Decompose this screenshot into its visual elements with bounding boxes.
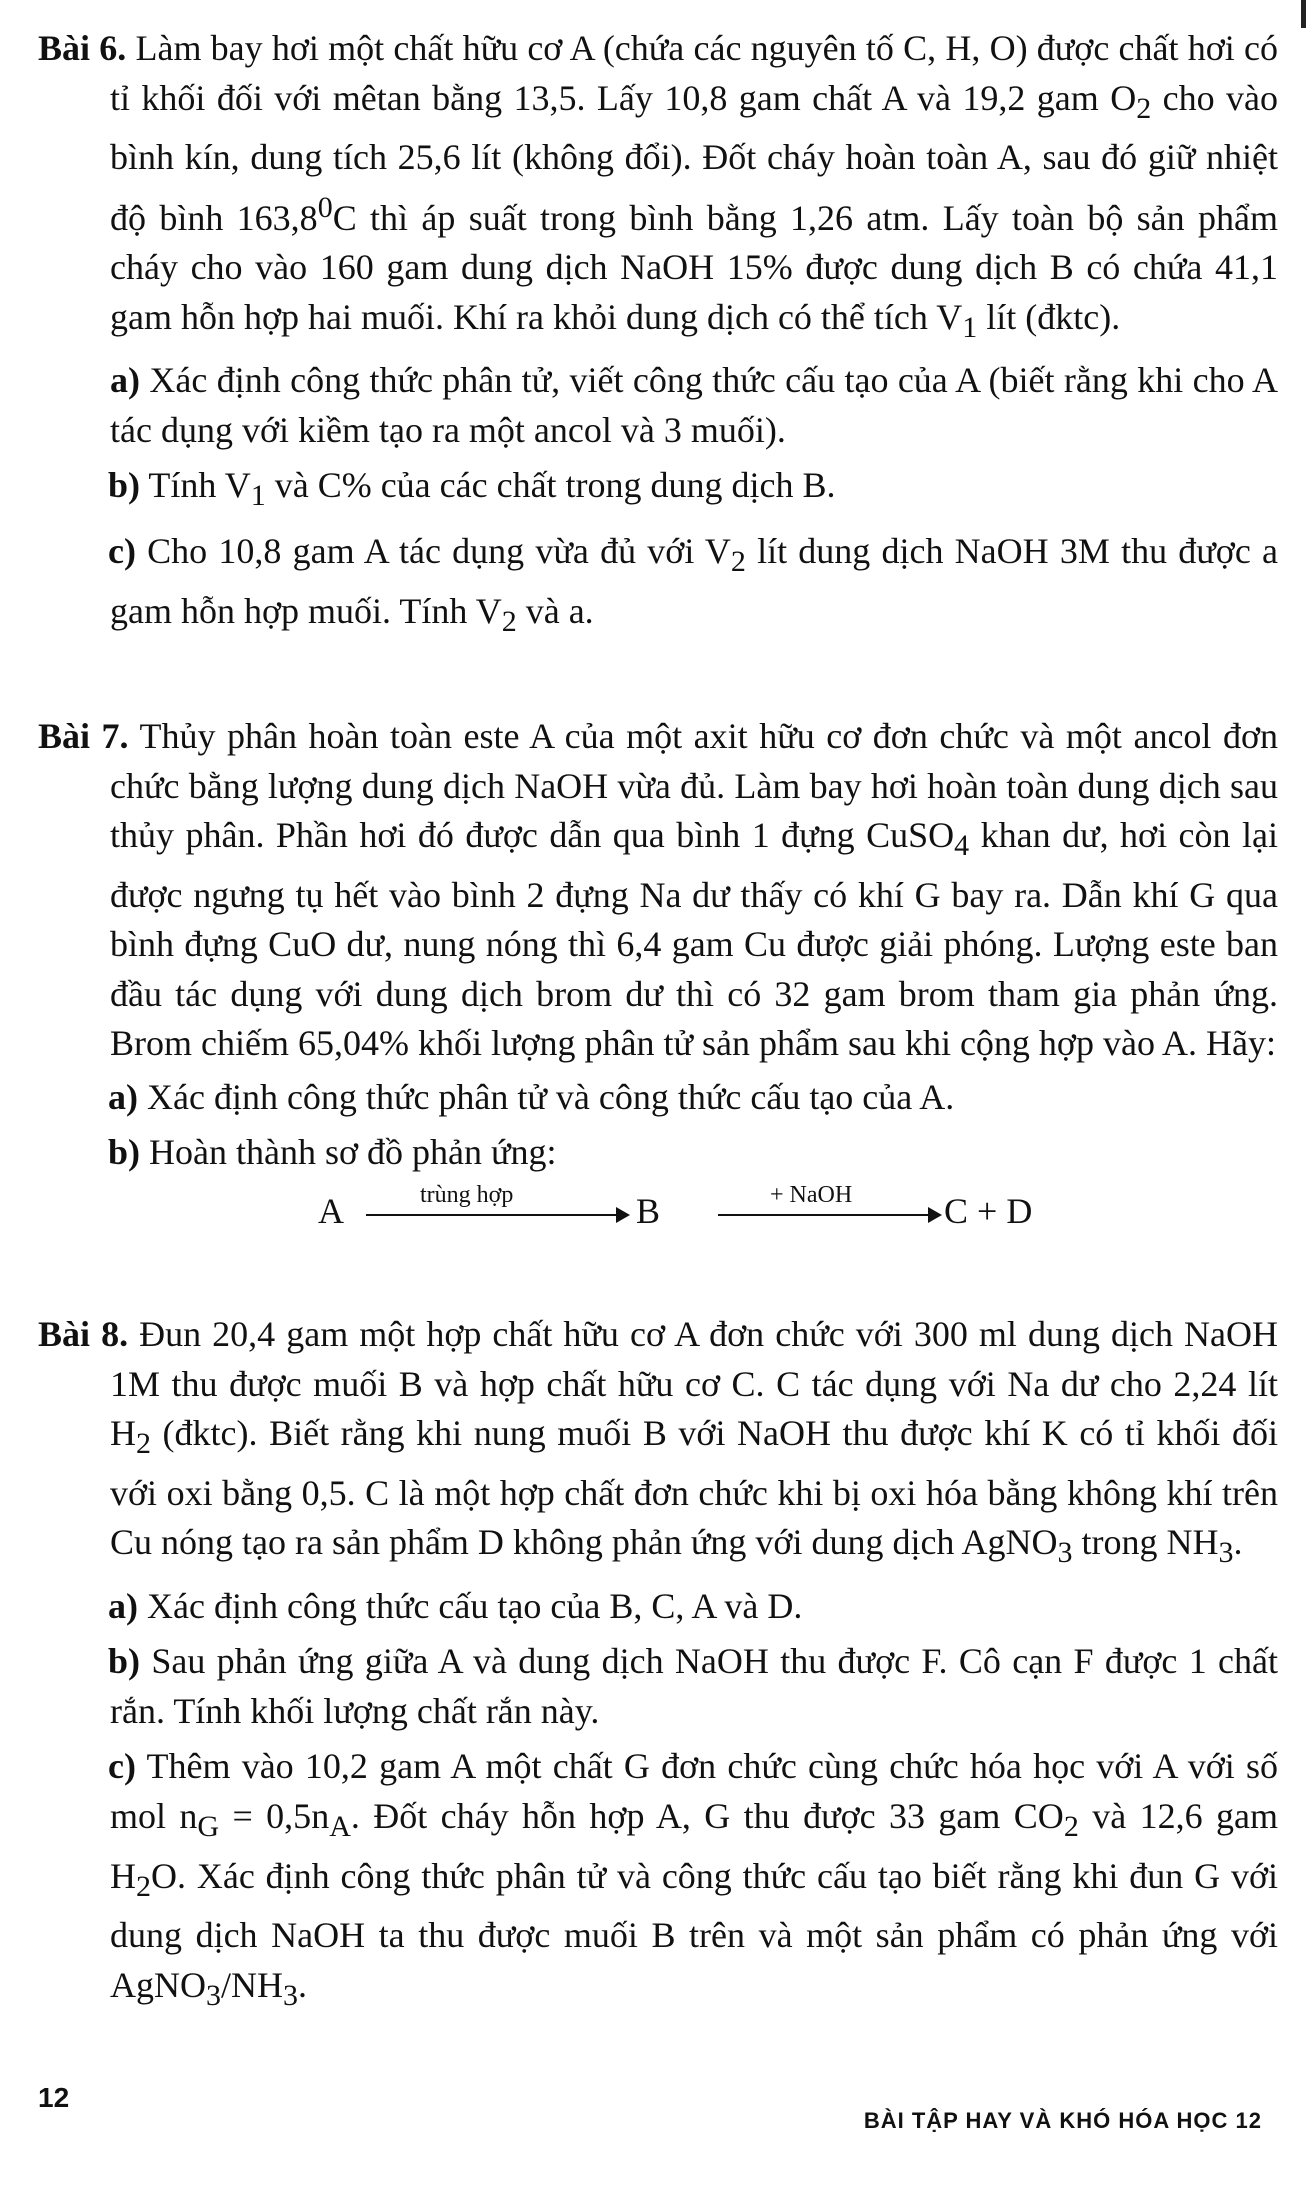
scheme-products: C + D bbox=[944, 1190, 1033, 1231]
arrow-2-label: + NaOH bbox=[770, 1181, 853, 1208]
problem-6-part-b: b) Tính $V_1$ và C% của các chất trong dung dịch B. bbox=[108, 465, 836, 513]
problem-8 bbox=[38, 1310, 1278, 2020]
problem-6-part-c: c) Cho 10,8 gam A tác dụng vừa đủ với $V_2$ lít dung dịch NaOH 3M thu được a gam hỗn hợp muối. Tính $V_2$ và a. bbox=[108, 531, 1278, 638]
scheme-product-b: B bbox=[636, 1190, 661, 1231]
problem-8-statement: Bài 8. Đun 20,4 gam một hợp chất hữu cơ A đơn chức với 300 ml dung dịch NaOH 1M thu được muối B và hợp chất hữu cơ C. C tác dụng với Na dư cho 2,24 lít $H_2$ (đktc). Biết rằng khi nung muối B với NaOH thu được khí K có tỉ khối đối với oxi bằng 0,5. C là một hợp chất đơn chức khi bị oxi hóa bằng không khí trên Cu nóng tạo ra sản phẩm D không phản ứng với dung dịch AgNO$_3$ trong $NH_3$. bbox=[38, 1314, 1278, 1570]
arrow-1 bbox=[366, 1214, 628, 1216]
problem-7-part-a: a) Xác định công thức phân tử và công thức cấu tạo của A. bbox=[108, 1076, 955, 1117]
problem-8-part-b: b) Sau phản ứng giữa A và dung dịch NaOH thu được F. Cô cạn F được 1 chất rắn. Tính khối lượng chất rắn này. bbox=[108, 1641, 1278, 1731]
problem-8-label: Bài 8. bbox=[38, 1314, 129, 1354]
problem-6-label: Bài 6. bbox=[38, 28, 127, 68]
page-number: 12 bbox=[38, 2082, 70, 2113]
problem-8-part-c: c) Thêm vào 10,2 gam A một chất G đơn chức cùng chức hóa học với A với số mol $n_G = 0,5n_A$. Đốt cháy hỗn hợp A, G thu được 33 gam $CO_2$ và 12,6 gam $H_2O$. Xác định công thức phân tử và công thức cấu tạo biết rằng khi đun G với dung dịch NaOH ta thu được muối B trên và một sản phẩm có phản ứng với $AgNO_3/NH_3$. bbox=[108, 1746, 1278, 2012]
arrow-1-label: trùng hợp bbox=[420, 1181, 514, 1208]
problem-7-statement: Bài 7. Thủy phân hoàn toàn este A của một axit hữu cơ đơn chức và một ancol đơn chức bằng lượng dung dịch NaOH vừa đủ. Làm bay hơi hoàn toàn dung dịch sau thủy phân. Phần hơi đó được dẫn qua bình 1 đựng CuSO$_4$ khan dư, hơi còn lại được ngưng tụ hết vào bình 2 đựng Na dư thấy có khí G bay ra. Dẫn khí G qua bình đựng CuO dư, nung nóng thì 6,4 gam Cu được giải phóng. Lượng este ban đầu tác dụng với dung dịch brom dư thì có 32 gam brom tham gia phản ứng. Brom chiếm 65,04% khối lượng phân tử sản phẩm sau khi cộng hợp vào A. Hãy: bbox=[38, 716, 1278, 1064]
problem-7 bbox=[38, 712, 1278, 1240]
problem-6-statement: Bài 6. Làm bay hơi một chất hữu cơ A (chứa các nguyên tố C, H, O) được chất hơi có tỉ khối đối với mêtan bằng 13,5. Lấy 10,8 gam chất A và 19,2 gam $O_2$ cho vào bình kín, dung tích 25,6 lít (không đổi). Đốt cháy hoàn toàn A, sau đó giữ nhiệt độ bình 163,8$^0$C thì áp suất trong bình bằng 1,26 atm. Lấy toàn bộ sản phẩm cháy cho vào 160 gam dung dịch NaOH 15% được dung dịch B có chứa 41,1 gam hỗn hợp hai muối. Khí ra khỏi dung dịch có thể tích $V_1$ lít (đktc). bbox=[38, 28, 1278, 344]
problem-6-part-a: a) Xác định công thức phân tử, viết công thức cấu tạo của A (biết rằng khi cho A tác dụng với kiềm tạo ra một ancol và 3 muối). bbox=[110, 360, 1278, 450]
problem-8-part-a: a) Xác định công thức cấu tạo của B, C, A và D. bbox=[108, 1585, 803, 1626]
scheme-reactant-a: A bbox=[318, 1190, 344, 1231]
arrow-2 bbox=[718, 1214, 940, 1216]
running-header: BÀI TẬP HAY VÀ KHÓ HÓA HỌC 12 bbox=[863, 2108, 1262, 2133]
problem-6 bbox=[38, 24, 1278, 646]
reaction-scheme bbox=[38, 1181, 1278, 1240]
problem-7-part-b: b) Hoàn thành sơ đồ phản ứng: bbox=[108, 1132, 557, 1173]
page-edge-mark bbox=[1301, 0, 1306, 28]
problem-7-label: Bài 7. bbox=[38, 716, 129, 756]
